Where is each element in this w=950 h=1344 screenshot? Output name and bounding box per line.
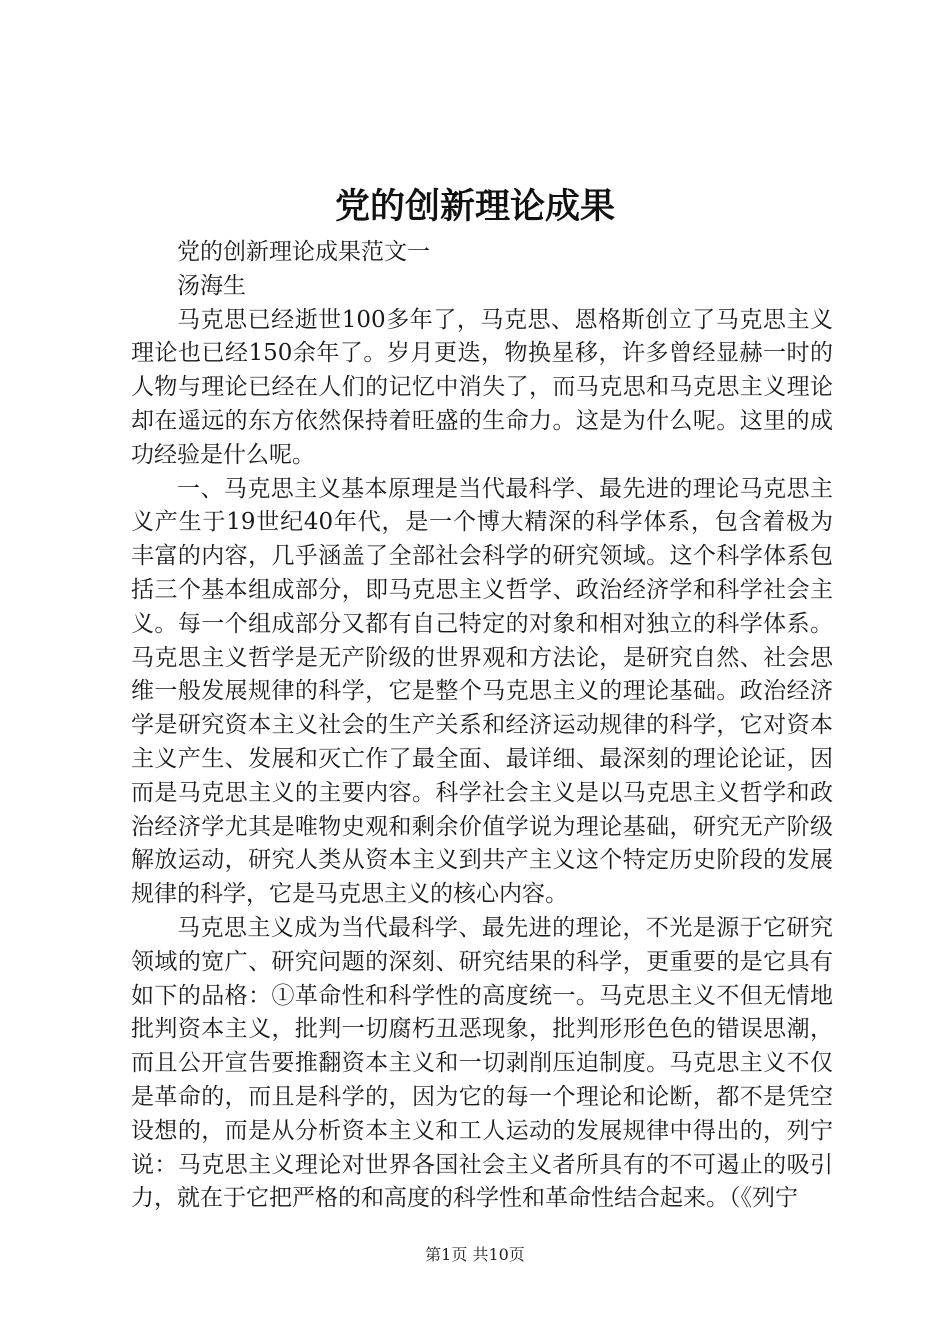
page-number: 第1页 共10页 [425, 1245, 525, 1264]
paragraph-author: 汤海生 [177, 272, 246, 299]
document-title: 党的创新理论成果 [334, 186, 615, 227]
paragraph-section-one: 一、马克思主义基本原理是当代最科学、最先进的理论马克思主义产生于19世纪40年代，是一个博大精深的科学体系，包含着极为丰富的内容，几乎涵盖了全部社会科学的研究领域。这个科学体系包括三个基本组成部分，即马克思主义哲学、政治经济学和科学社会主义。每一个组成部分又都有自己特定的对象和相对独立的科学体系。马克思主义哲学是无产阶级的世界观和方法论，是研究自然、社会思维一般发展规律的科学，它是整个马克思主义的理论基础。政治经济学是研究资本主义社会的生产关系和经济运动规律的科学，它对资本主义产生、发展和灭亡作了最全面、最详细、最深刻的理论论证，因而是马克思主义的主要内容。科学社会主义是以马克思主义哲学和政治经济学尤其是唯物史观和剩余价值学说为理论基础，研究无产阶级解放运动，研究人类从资本主义到共产主义这个特定历史阶段的发展规律的科学，它是马克思主义的核心内容。 [131, 475, 833, 908]
paragraph-intro: 马克思已经逝世100多年了，马克思、恩格斯创立了马克思主义理论也已经150余年了。岁月更迭，物换星移，许多曾经显赫一时的人物与理论已经在人们的记忆中消失了，而马克思和马克思主义理论却在遥远的东方依然保持着旺盛的生命力。这是为什么呢。这里的成功经验是什么呢。 [131, 306, 833, 468]
paragraph-subtitle: 党的创新理论成果范文一 [177, 239, 430, 265]
document-body [131, 236, 833, 1216]
paragraph-qualities: 马克思主义成为当代最科学、最先进的理论，不光是源于它研究领域的宽广、研究问题的深刻、研究结果的科学，更重要的是它具有如下的品格：①革命性和科学性的高度统一。马克思主义不但无情地批判资本主义，批判一切腐朽丑恶现象，批判形形色色的错误思潮，而且公开宣告要推翻资本主义和一切剥削压迫制度。马克思主义不仅是革命的，而且是科学的，因为它的每一个理论和论断，都不是凭空设想的，而是从分析资本主义和工人运动的发展规律中得出的，列宁说：马克思主义理论对世界各国社会主义者所具有的不可遏止的吸引力，就在于它把严格的和高度的科学性和革命性结合起来。（《列宁 [131, 914, 833, 1212]
